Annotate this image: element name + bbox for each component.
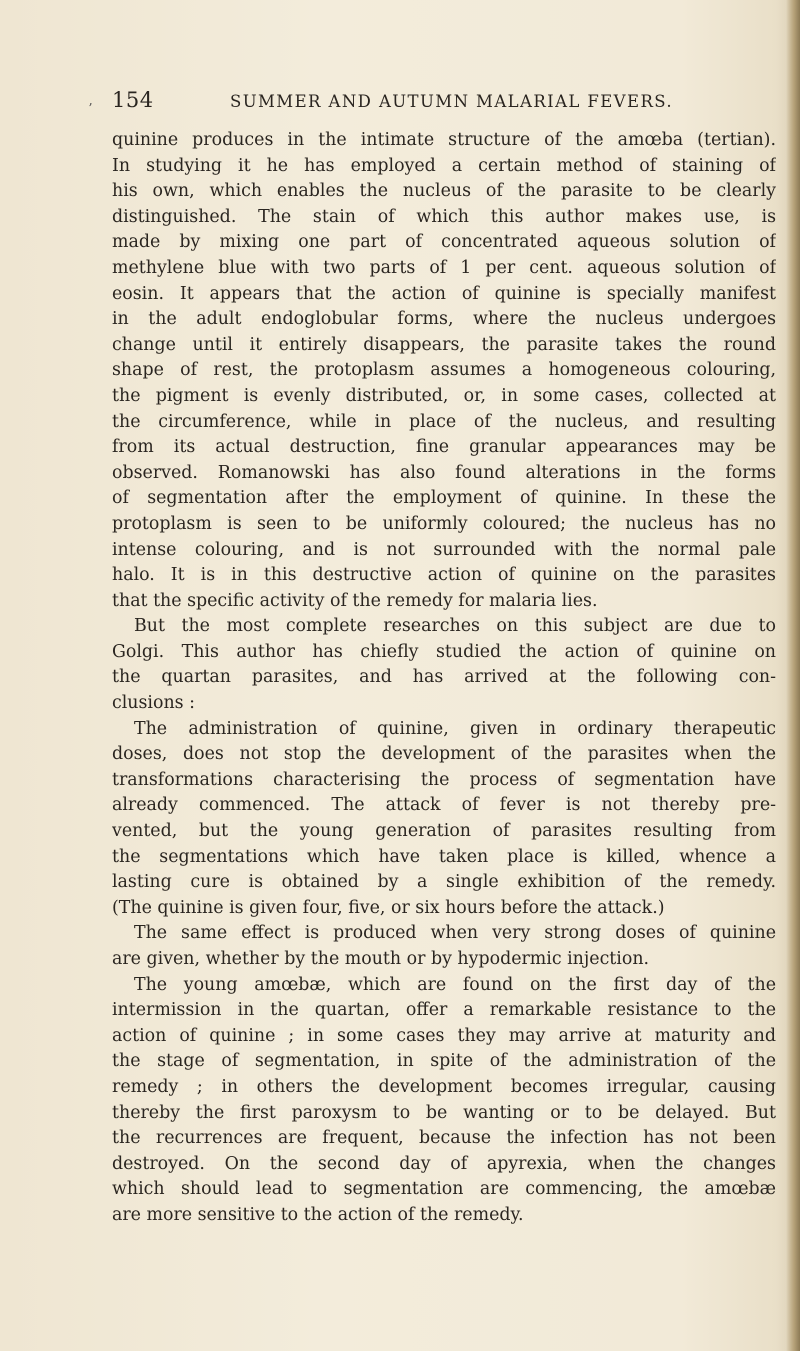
text-line: halo. It is in this destructive action of quinine on the parasites	[112, 565, 776, 586]
text-line: distinguished. The stain of which this author makes use, is	[112, 206, 776, 227]
text-line: quinine produces in the intimate structure of the amœba (tertian).	[112, 130, 776, 150]
page-number: 154	[112, 88, 154, 112]
text-line: of segmentation after the employment of quinine. In these the	[112, 488, 776, 509]
text-line: lasting cure is obtained by a single exhibition of the remedy.	[112, 872, 776, 893]
text-line: already commenced. The attack of fever is not thereby pre-	[112, 795, 776, 816]
text-line: thereby the first paroxysm to be wanting or to be delayed. But	[112, 1102, 776, 1123]
text-line: The young amœbæ, which are found on the first day of the	[134, 974, 776, 995]
text-line: in the adult endoglobular forms, where the nucleus undergoes	[112, 309, 776, 330]
text-line: methylene blue with two parts of 1 per cent. aqueous solution of	[112, 257, 776, 278]
text-line: doses, does not stop the development of the parasites when the	[112, 744, 776, 765]
text-line: the circumference, while in place of the nucleus, and resulting	[112, 411, 776, 432]
text-line: Golgi. This author has chiefly studied the action of quinine on	[112, 641, 776, 662]
text-line: vented, but the young generation of parasites resulting from	[112, 821, 776, 842]
text-line: The same effect is produced when very strong doses of quinine	[134, 923, 776, 944]
text-line: remedy ; in others the development becomes irregular, causing	[112, 1076, 776, 1097]
text-line: from its actual destruction, fine granular appearances may be	[112, 437, 776, 458]
text-line: (The quinine is given four, five, or six hours before the attack.)	[112, 897, 665, 918]
text-line: intermission in the quartan, offer a remarkable resistance to the	[112, 1000, 776, 1021]
text-line: that the specific activity of the remedy for malaria lies.	[112, 590, 598, 611]
margin-mark: ʼ	[88, 102, 93, 117]
text-line: his own, which enables the nucleus of the parasite to be clearly	[112, 181, 776, 202]
text-line: In studying it he has employed a certain method of staining of	[112, 155, 776, 176]
text-line: made by mixing one part of concentrated aqueous solution of	[112, 232, 776, 253]
text-line: the stage of segmentation, in spite of the administration of the	[112, 1051, 776, 1072]
text-line: observed. Romanowski has also found alterations in the forms	[112, 462, 776, 483]
text-line: the recurrences are frequent, because the infection has not been	[112, 1128, 776, 1149]
text-line: destroyed. On the second day of apyrexia, when the changes	[112, 1153, 776, 1174]
text-line: The administration of quinine, given in ordinary therapeutic	[134, 718, 776, 739]
text-line: are given, whether by the mouth or by hypodermic injection.	[112, 949, 650, 969]
page-header	[88, 88, 772, 118]
text-line: transformations characterising the process of segmentation have	[112, 769, 776, 790]
text-line: the pigment is evenly distributed, or, in some cases, collected at	[112, 385, 776, 406]
text-line: clusions :	[112, 693, 195, 714]
text-line: eosin. It appears that the action of quinine is specially manifest	[112, 283, 776, 304]
running-head: SUMMER AND AUTUMN MALARIAL FEVERS.	[230, 92, 674, 111]
text-line: But the most complete researches on this subject are due to	[134, 616, 776, 637]
text-line: protoplasm is seen to be uniformly coloured; the nucleus has no	[112, 513, 776, 534]
text-line: the quartan parasites, and has arrived at the following con-	[112, 667, 776, 688]
text-line: action of quinine ; in some cases they may arrive at maturity and	[112, 1025, 776, 1046]
text-line: the segmentations which have taken place is killed, whence a	[112, 846, 776, 867]
body-text	[112, 128, 776, 1229]
text-line: change until it entirely disappears, the parasite takes the round	[112, 334, 776, 355]
text-line: are more sensitive to the action of the remedy.	[112, 1204, 524, 1225]
text-line: which should lead to segmentation are commencing, the amœbæ	[112, 1179, 776, 1200]
text-line: shape of rest, the protoplasm assumes a homogeneous colouring,	[112, 360, 776, 381]
text-line: intense colouring, and is not surrounded with the normal pale	[112, 539, 776, 560]
page-edge-shadow	[786, 0, 800, 1351]
